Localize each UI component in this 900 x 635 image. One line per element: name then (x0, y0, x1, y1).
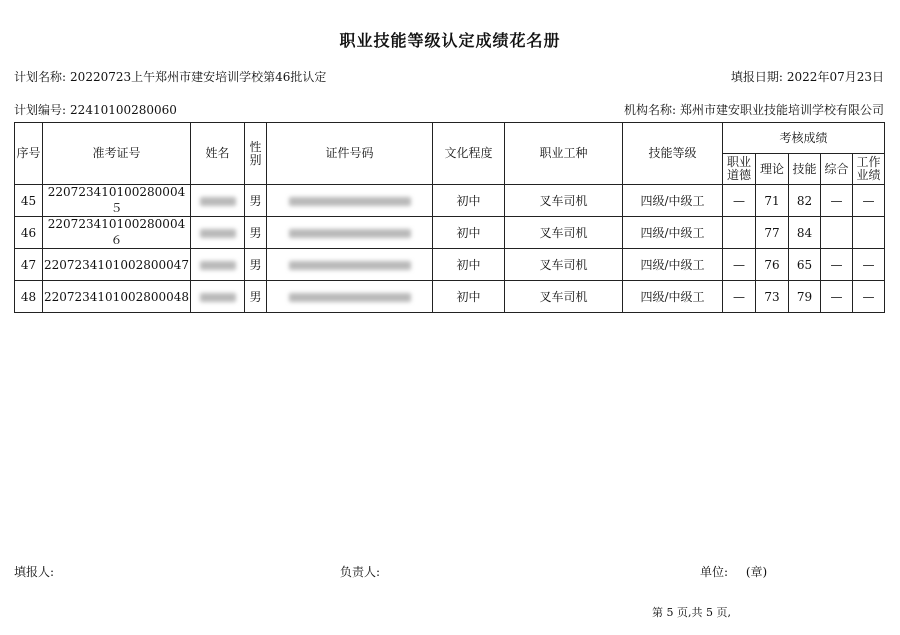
cell-theory: 71 (756, 185, 789, 217)
header-gender (245, 123, 267, 185)
cell-ethics (723, 217, 756, 249)
cell-occupation: 叉车司机 (505, 249, 623, 281)
cell-performance: — (853, 185, 885, 217)
cell-overall: — (821, 185, 853, 217)
header-skill-level: 技能等级 (623, 123, 723, 185)
header-name: 姓名 (191, 123, 245, 185)
cell-name-redacted (191, 281, 245, 313)
cell-education: 初中 (433, 281, 505, 313)
cell-skill-level: 四级/中级工 (623, 217, 723, 249)
cell-skill-level: 四级/中级工 (623, 281, 723, 313)
redaction-mark (289, 229, 411, 238)
cell-name-redacted (191, 217, 245, 249)
cell-performance: — (853, 249, 885, 281)
header-occupation: 职业工种 (505, 123, 623, 185)
table-row (15, 281, 885, 313)
header-scores: 考核成绩 (723, 123, 885, 154)
cell-ethics: — (723, 249, 756, 281)
organization-label: 机构名称: (623, 103, 676, 117)
cell-ticket-no: 220723410100280004６ (43, 217, 191, 249)
cell-name-redacted (191, 185, 245, 217)
header-ethics-text: 职业道德 (726, 155, 751, 182)
cell-seq: 46 (15, 217, 43, 249)
plan-name-label: 计划名称: (14, 70, 67, 84)
organization-value: 郑州市建安职业技能培训学校有限公司 (679, 103, 884, 117)
cell-theory: 76 (756, 249, 789, 281)
header-performance-text: 工作业绩 (856, 155, 881, 182)
cell-skill-level: 四级/中级工 (623, 185, 723, 217)
plan-name-line (14, 68, 326, 85)
cell-overall (821, 217, 853, 249)
header-performance (853, 154, 885, 185)
header-education: 文化程度 (433, 123, 505, 185)
document-title: 职业技能等级认定成绩花名册 (339, 31, 561, 50)
header-theory: 理论 (756, 154, 789, 185)
redaction-mark (289, 261, 411, 270)
cell-theory: 73 (756, 281, 789, 313)
cell-education: 初中 (433, 249, 505, 281)
header-ticket-no: 准考证号 (43, 123, 191, 185)
unit-label: 单位: (700, 565, 729, 579)
organization-line (624, 101, 884, 118)
cell-education: 初中 (433, 217, 505, 249)
cell-performance: — (853, 281, 885, 313)
cell-gender: 男 (245, 281, 267, 313)
table-row (15, 249, 885, 281)
header-ethics (723, 154, 756, 185)
score-roster-table (14, 122, 885, 313)
cell-ticket-no: 2207234101002800047 (43, 249, 191, 281)
plan-number-value: 22410100280060 (70, 103, 177, 117)
cell-occupation: 叉车司机 (505, 281, 623, 313)
cell-skill: 82 (789, 185, 821, 217)
table-row (15, 217, 885, 249)
header-id-no: 证件号码 (267, 123, 433, 185)
unit-seal-line (700, 563, 767, 580)
redaction-mark (289, 293, 411, 302)
cell-gender: 男 (245, 185, 267, 217)
cell-overall: — (821, 281, 853, 313)
table-row (15, 185, 885, 217)
principal-signature: 负责人: (340, 565, 381, 579)
cell-theory: 77 (756, 217, 789, 249)
cell-occupation: 叉车司机 (505, 185, 623, 217)
cell-ethics: — (723, 185, 756, 217)
plan-name-value: 20220723上午郑州市建安培训学校第46批认定 (70, 70, 327, 84)
cell-gender: 男 (245, 217, 267, 249)
header-skill: 技能 (789, 154, 821, 185)
cell-skill-level: 四级/中级工 (623, 249, 723, 281)
report-date-label: 填报日期: (730, 70, 783, 84)
cell-overall: — (821, 249, 853, 281)
cell-performance (853, 217, 885, 249)
cell-seq: 45 (15, 185, 43, 217)
cell-id-redacted (267, 249, 433, 281)
cell-seq: 47 (15, 249, 43, 281)
redaction-mark (200, 261, 236, 270)
plan-number-label: 计划编号: (14, 103, 67, 117)
seal-mark: (章) (745, 565, 768, 579)
cell-ticket-no: 220723410100280004５ (43, 185, 191, 217)
report-date-line (731, 68, 884, 85)
cell-id-redacted (267, 185, 433, 217)
header-gender-text: 性别 (249, 139, 262, 167)
cell-occupation: 叉车司机 (505, 217, 623, 249)
cell-ticket-no: 2207234101002800048 (43, 281, 191, 313)
page-info: 第 5 页,共 5 页, (652, 606, 731, 619)
redaction-mark (200, 197, 236, 206)
header-seq: 序号 (15, 123, 43, 185)
redaction-mark (200, 229, 236, 238)
cell-id-redacted (267, 217, 433, 249)
cell-education: 初中 (433, 185, 505, 217)
plan-number-line (14, 101, 177, 118)
cell-skill: 65 (789, 249, 821, 281)
cell-skill: 79 (789, 281, 821, 313)
cell-gender: 男 (245, 249, 267, 281)
cell-id-redacted (267, 281, 433, 313)
report-date-value: 2022年07月23日 (786, 70, 884, 84)
header-overall: 综合 (821, 154, 853, 185)
redaction-mark (289, 197, 411, 206)
cell-ethics: — (723, 281, 756, 313)
redaction-mark (200, 293, 236, 302)
cell-seq: 48 (15, 281, 43, 313)
cell-skill: 84 (789, 217, 821, 249)
cell-name-redacted (191, 249, 245, 281)
filler-signature: 填报人: (14, 565, 55, 579)
